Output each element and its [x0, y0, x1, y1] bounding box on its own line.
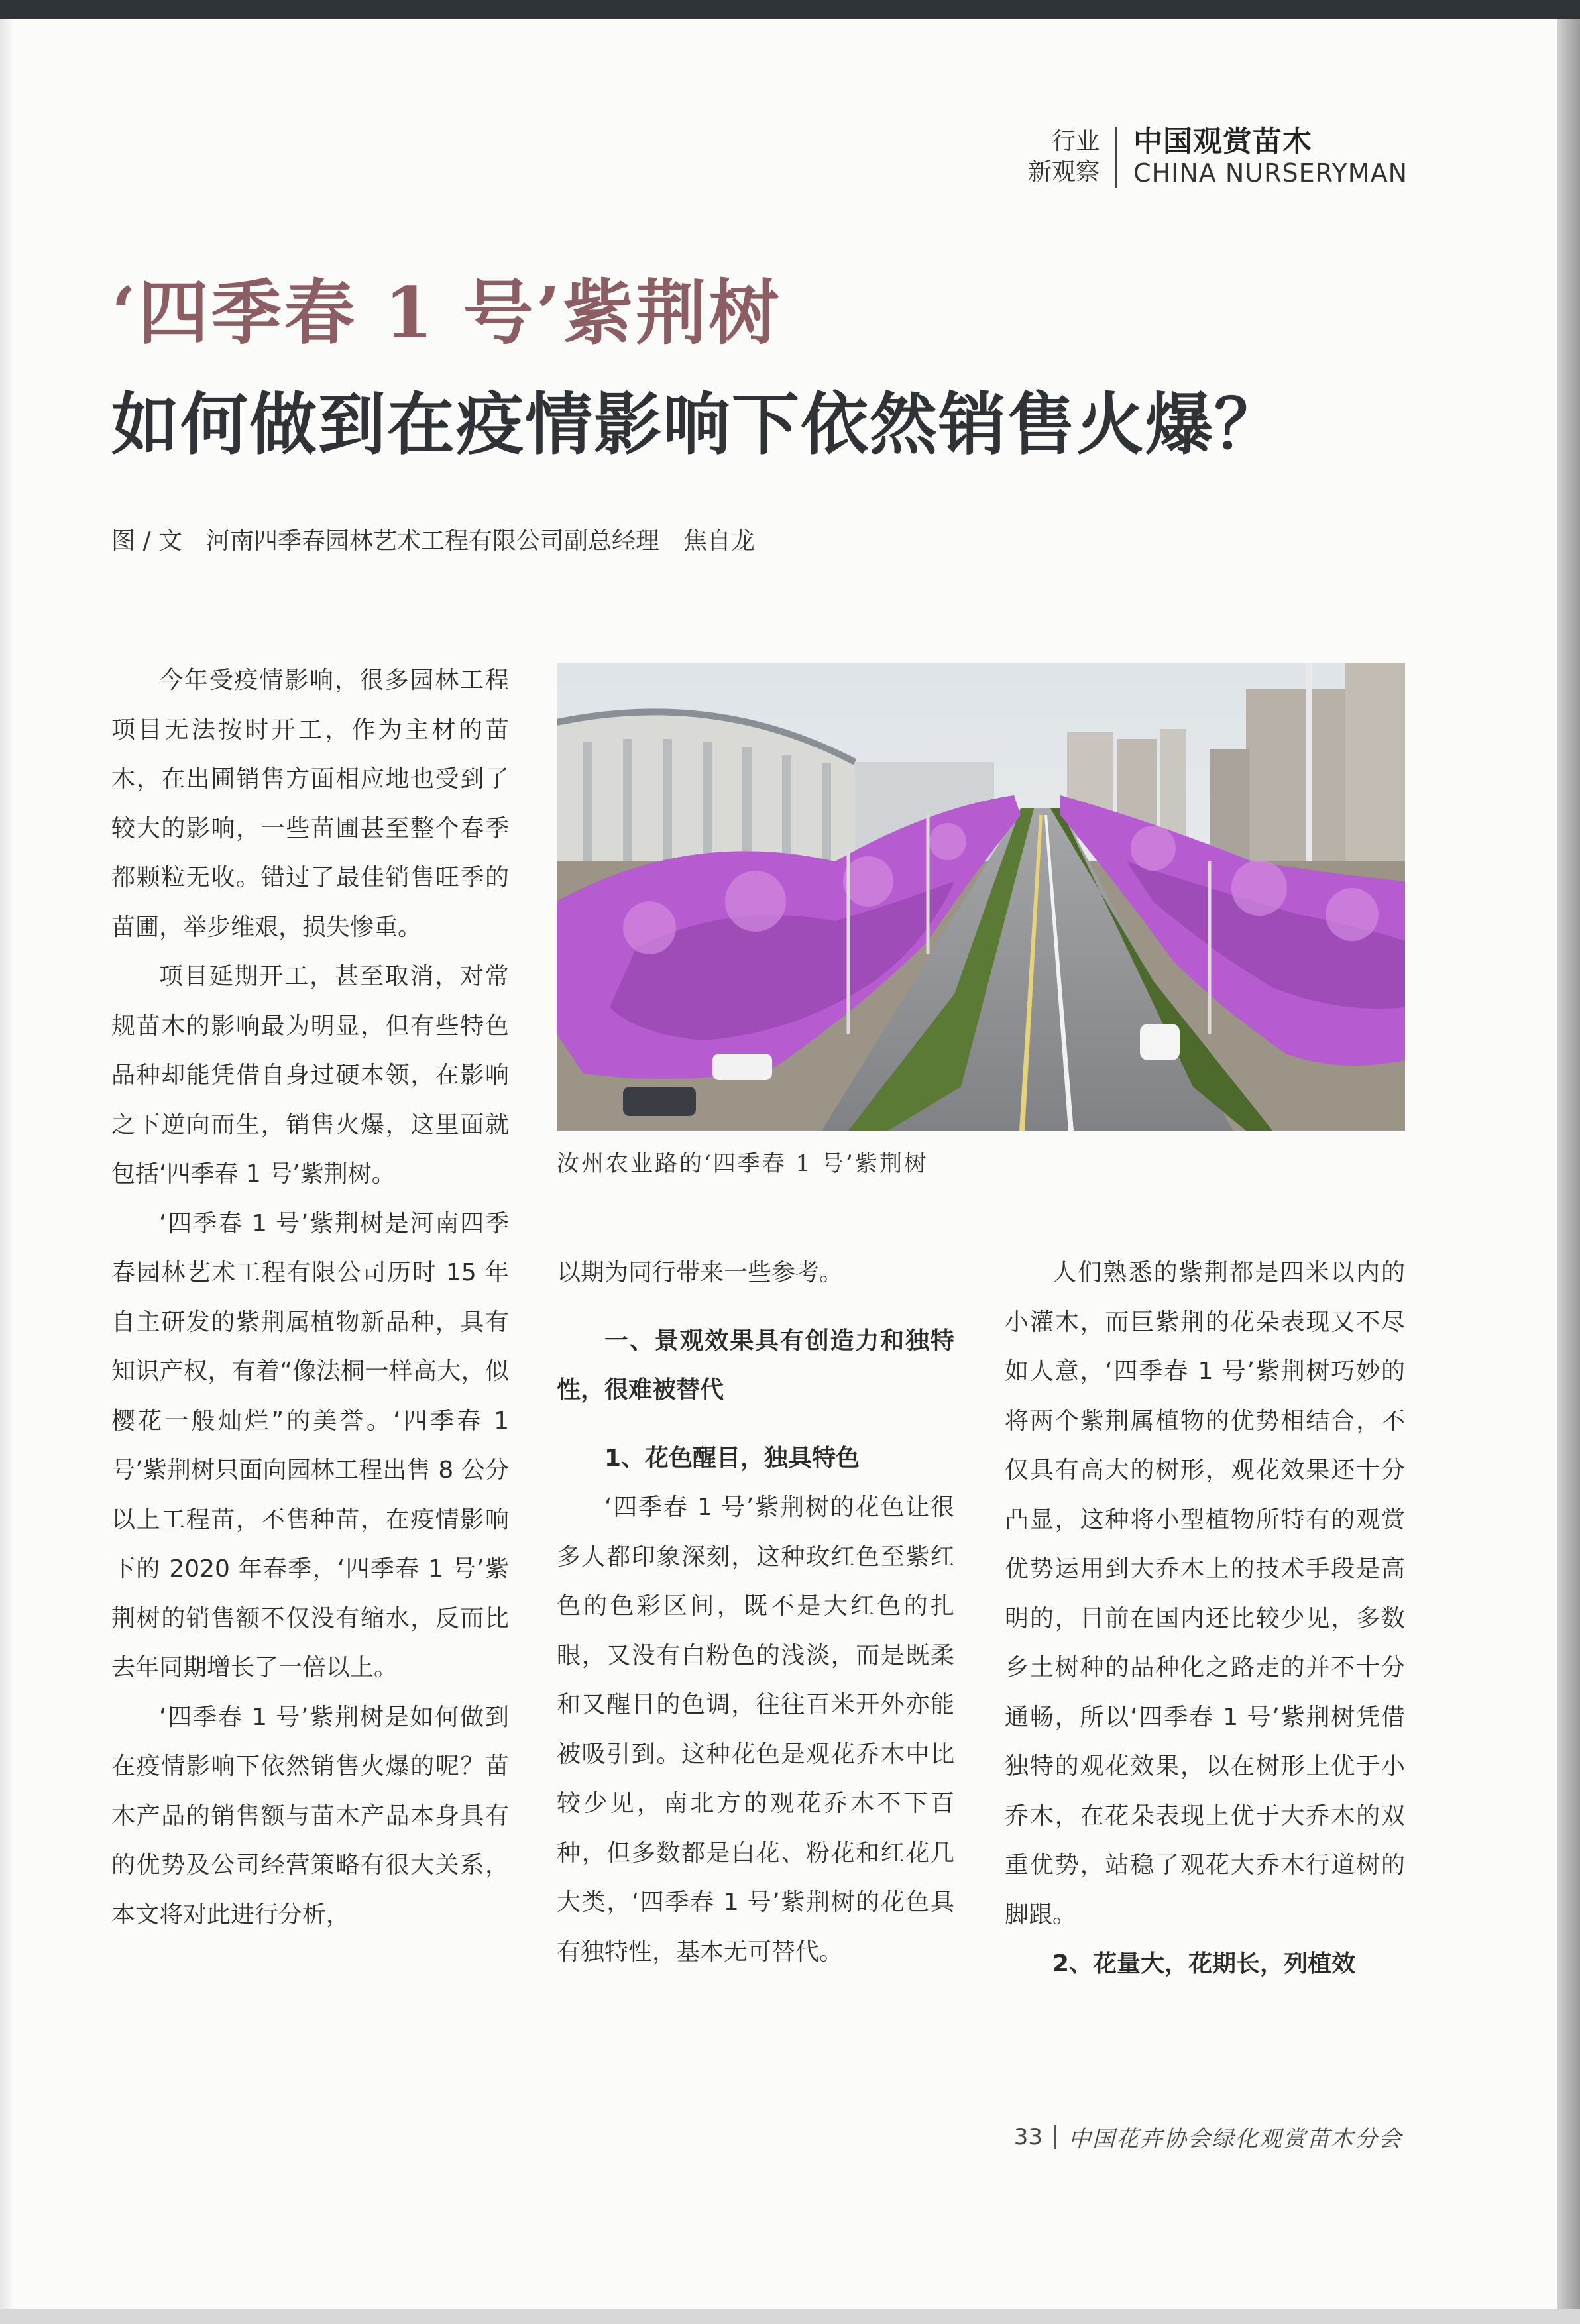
- street-scene-illustration: [557, 663, 1405, 1131]
- section-label: 行业 新观察: [1028, 128, 1100, 186]
- photo-caption: 汝州农业路的‘四季春 1 号’紫荆树: [557, 1150, 929, 1177]
- scan-right-edge: [1557, 19, 1580, 2324]
- paragraph: 人们熟悉的紫荆都是四米以内的小灌木，而巨紫荆的花朵表现又不尽如人意，‘四季春 1 号’紫荆树巧妙的将两个紫荆属植物的优势相结合，不仅具有高大的树形，观花效果还十分凸显，这种将小型植物所特有的观赏优势运用到大乔木上的技术手段是高明的，目前在国内还比较少见，多数乡土树种的品种化之路走的并不十分通畅，所以‘四季春 1 号’紫荆树凭借独特的观花效果，以在树形上优于小乔木，在花朵表现上优于大乔木的双重优势，站稳了观花大乔木行道树的脚跟。: [1005, 1259, 1405, 1928]
- paragraph: ‘四季春 1 号’紫荆树的花色让很多人都印象深刻，这种玫红色至紫红色的色彩区间，既不是大红色的扎眼，又没有白粉色的浅淡，而是既柔和又醒目的色调，往往百米开外亦能被吸引到。这种花色是观花乔木中比较少见，南北方的观花乔木不下百种，但多数都是白花、粉花和红花几大类，‘四季春 1 号’紫荆树的花色具有独特性，基本无可替代。: [557, 1494, 954, 1965]
- brand-english: CHINA NURSERYMAN: [1133, 158, 1408, 188]
- paragraph: 今年受疫情影响，很多园林工程项目无法按时开工，作为主材的苗木，在出圃销售方面相应地也受到了较大的影响，一些苗圃甚至整个春季都颗粒无收。错过了最佳销售旺季的苗圃，举步维艰，损失惨重。: [111, 667, 509, 941]
- paragraph: 项目延期开工，甚至取消，对常规苗木的影响最为明显，但有些特色品种却能凭借自身过硬本领，在影响之下逆向而生，销售火爆，这里面就包括‘四季春 1 号’紫荆树。: [111, 963, 509, 1188]
- article-title-line2: 如何做到在疫情影响下依然销售火爆？: [111, 385, 1283, 465]
- magazine-header: [1028, 126, 1408, 188]
- page-shadow: [0, 19, 13, 2311]
- subsection-heading: 1、花色醒目，独具特色: [604, 1444, 860, 1472]
- article-photo: [557, 663, 1405, 1131]
- paragraph: 以期为同行带来一些参考。: [557, 1259, 844, 1286]
- paragraph: ‘四季春 1 号’紫荆树是河南四季春园林艺术工程有限公司历时 15 年自主研发的紫荆属植物新品种，具有知识产权，有着“像法桐一样高大，似樱花一般灿烂”的美誉。‘四季春 1 号’紫荆树只面向园林工程出售 8 公分以上工程苗，不售种苗，在疫情影响下的 2020 年春季，‘四季春 1 号’紫荆树的销售额不仅没有缩水，反而比去年同期增长了一倍以上。: [111, 1209, 509, 1681]
- text-column-2: [557, 1248, 954, 1977]
- section-heading: 一、景观效果具有创造力和独特性，很难被替代: [557, 1327, 954, 1404]
- magazine-brand: [1117, 126, 1408, 188]
- brand-chinese: 中国观赏苗木: [1133, 125, 1313, 158]
- footer-divider: [1054, 2125, 1056, 2149]
- article-byline: 图 / 文 河南四季春园林艺术工程有限公司副总经理 焦自龙: [111, 527, 756, 555]
- page-number: 33: [1013, 2123, 1043, 2150]
- association-name: 中国花卉协会绿化观赏苗木分会: [1068, 2126, 1402, 2152]
- article-title-line1: ‘四季春 1 号’紫荆树: [111, 271, 782, 354]
- page-footer: [1014, 2121, 1402, 2153]
- text-column-3: [1005, 1248, 1405, 1989]
- text-column-1: [111, 656, 509, 1940]
- scan-top-edge: [0, 0, 1580, 19]
- subsection-heading: 2、花量大，花期长，列植效: [1052, 1950, 1356, 1977]
- paragraph: ‘四季春 1 号’紫荆树是如何做到在疫情影响下依然销售火爆的呢？苗木产品的销售额与苗木产品本身具有的优势及公司经营策略有很大关系，本文将对此进行分析，: [111, 1703, 509, 1928]
- scan-bottom-edge: [0, 2309, 1580, 2324]
